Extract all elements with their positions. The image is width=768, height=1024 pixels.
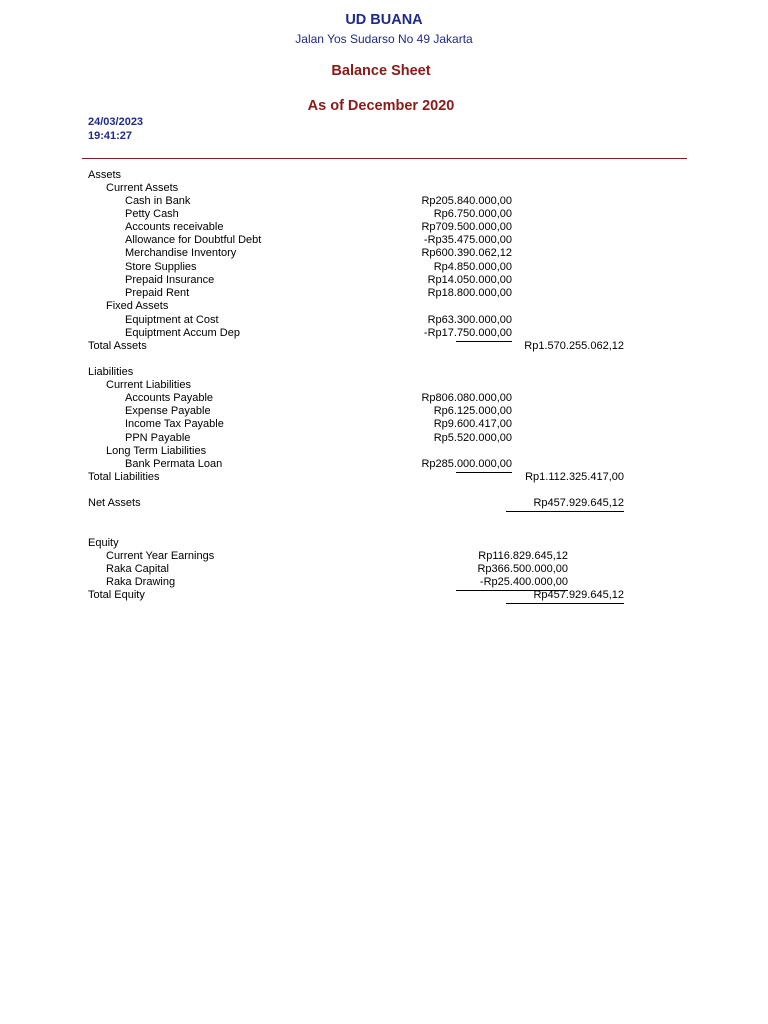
account-row <box>0 392 768 405</box>
account-name: PPN Payable <box>125 432 191 444</box>
total-underline <box>506 603 624 604</box>
account-name: Allowance for Doubtful Debt <box>125 234 262 246</box>
group-label: Current Liabilities <box>106 379 191 391</box>
header-divider <box>82 158 687 159</box>
total-equity-row <box>0 589 768 602</box>
section-assets <box>0 169 768 182</box>
group-fixed-assets <box>0 300 768 313</box>
account-amount: Rp285.000.000,00 <box>421 458 512 470</box>
account-row <box>0 234 768 247</box>
account-name: Prepaid Rent <box>125 287 190 299</box>
total-amount: Rp1.570.255.062,12 <box>524 340 624 352</box>
account-amount: -Rp35.475.000,00 <box>423 234 512 246</box>
account-amount: -Rp17.750.000,00 <box>423 327 512 339</box>
group-long-term-liabilities <box>0 445 768 458</box>
account-amount: Rp5.520.000,00 <box>433 432 512 444</box>
account-name: Accounts receivable <box>125 221 224 233</box>
equity-row <box>0 550 768 563</box>
section-equity <box>0 537 768 550</box>
total-amount: Rp1.112.325.417,00 <box>525 471 624 483</box>
account-name: Income Tax Payable <box>125 418 224 430</box>
account-name: Prepaid Insurance <box>125 274 215 286</box>
account-amount: Rp205.840.000,00 <box>421 195 512 207</box>
account-row <box>0 208 768 221</box>
equity-row <box>0 576 768 589</box>
equity-amount: Rp366.500.000,00 <box>477 563 568 575</box>
equity-row <box>0 563 768 576</box>
account-amount: Rp806.080.000,00 <box>421 392 512 404</box>
account-row <box>0 327 768 340</box>
account-name: Accounts Payable <box>125 392 214 404</box>
equity-amount: Rp116.829.645,12 <box>478 550 568 562</box>
net-assets-row <box>0 497 768 510</box>
account-row <box>0 314 768 327</box>
net-assets-underline <box>506 511 624 512</box>
group-label: Current Assets <box>106 182 179 194</box>
account-amount: Rp18.800.000,00 <box>427 287 512 299</box>
total-liabilities-row <box>0 471 768 484</box>
account-name: Bank Permata Loan <box>125 458 223 470</box>
account-name: Equiptment Accum Dep <box>125 327 240 339</box>
group-current-liabilities <box>0 379 768 392</box>
account-row <box>0 432 768 445</box>
company-name: UD BUANA <box>345 12 423 28</box>
net-assets-amount: Rp457.929.645,12 <box>533 497 624 509</box>
section-label: Assets <box>88 169 122 181</box>
account-name: Equiptment at Cost <box>125 314 219 326</box>
report-period: As of December 2020 <box>307 98 455 114</box>
equity-name: Raka Capital <box>106 563 169 575</box>
account-amount: Rp6.125.000,00 <box>433 405 512 417</box>
account-amount: Rp6.750.000,00 <box>433 208 512 220</box>
company-address: Jalan Yos Sudarso No 49 Jakarta <box>295 32 473 46</box>
account-row <box>0 247 768 260</box>
section-liabilities <box>0 366 768 379</box>
print-date: 24/03/2023 <box>88 116 144 128</box>
account-name: Petty Cash <box>125 208 179 220</box>
section-label: Liabilities <box>88 366 134 378</box>
account-row <box>0 287 768 300</box>
equity-amount: -Rp25.400.000,00 <box>479 576 568 588</box>
total-label: Total Liabilities <box>88 471 160 483</box>
account-amount: Rp9.600.417,00 <box>433 418 512 430</box>
account-amount: Rp63.300.000,00 <box>427 314 512 326</box>
account-name: Cash in Bank <box>125 195 191 207</box>
account-name: Merchandise Inventory <box>125 247 237 259</box>
equity-name: Raka Drawing <box>106 576 176 588</box>
account-row <box>0 405 768 418</box>
account-row <box>0 261 768 274</box>
account-amount: Rp709.500.000,00 <box>421 221 512 233</box>
account-row <box>0 418 768 431</box>
account-name: Expense Payable <box>125 405 211 417</box>
account-amount: Rp14.050.000,00 <box>427 274 512 286</box>
account-row <box>0 221 768 234</box>
report-title: Balance Sheet <box>331 63 431 79</box>
total-amount: Rp457.929.645,12 <box>533 589 624 601</box>
account-name: Store Supplies <box>125 261 197 273</box>
total-label: Total Equity <box>88 589 145 601</box>
equity-name: Current Year Earnings <box>106 550 215 562</box>
print-time: 19:41:27 <box>88 130 133 142</box>
total-label: Total Assets <box>88 340 147 352</box>
account-row <box>0 274 768 287</box>
total-assets-row <box>0 340 768 353</box>
account-amount: Rp4.850.000,00 <box>433 261 512 273</box>
net-assets-label: Net Assets <box>88 497 141 509</box>
account-row <box>0 195 768 208</box>
account-row <box>0 458 768 471</box>
group-current-assets <box>0 182 768 195</box>
account-amount: Rp600.390.062,12 <box>421 247 512 259</box>
group-label: Fixed Assets <box>106 300 169 312</box>
group-label: Long Term Liabilities <box>106 445 207 457</box>
section-label: Equity <box>88 537 119 549</box>
